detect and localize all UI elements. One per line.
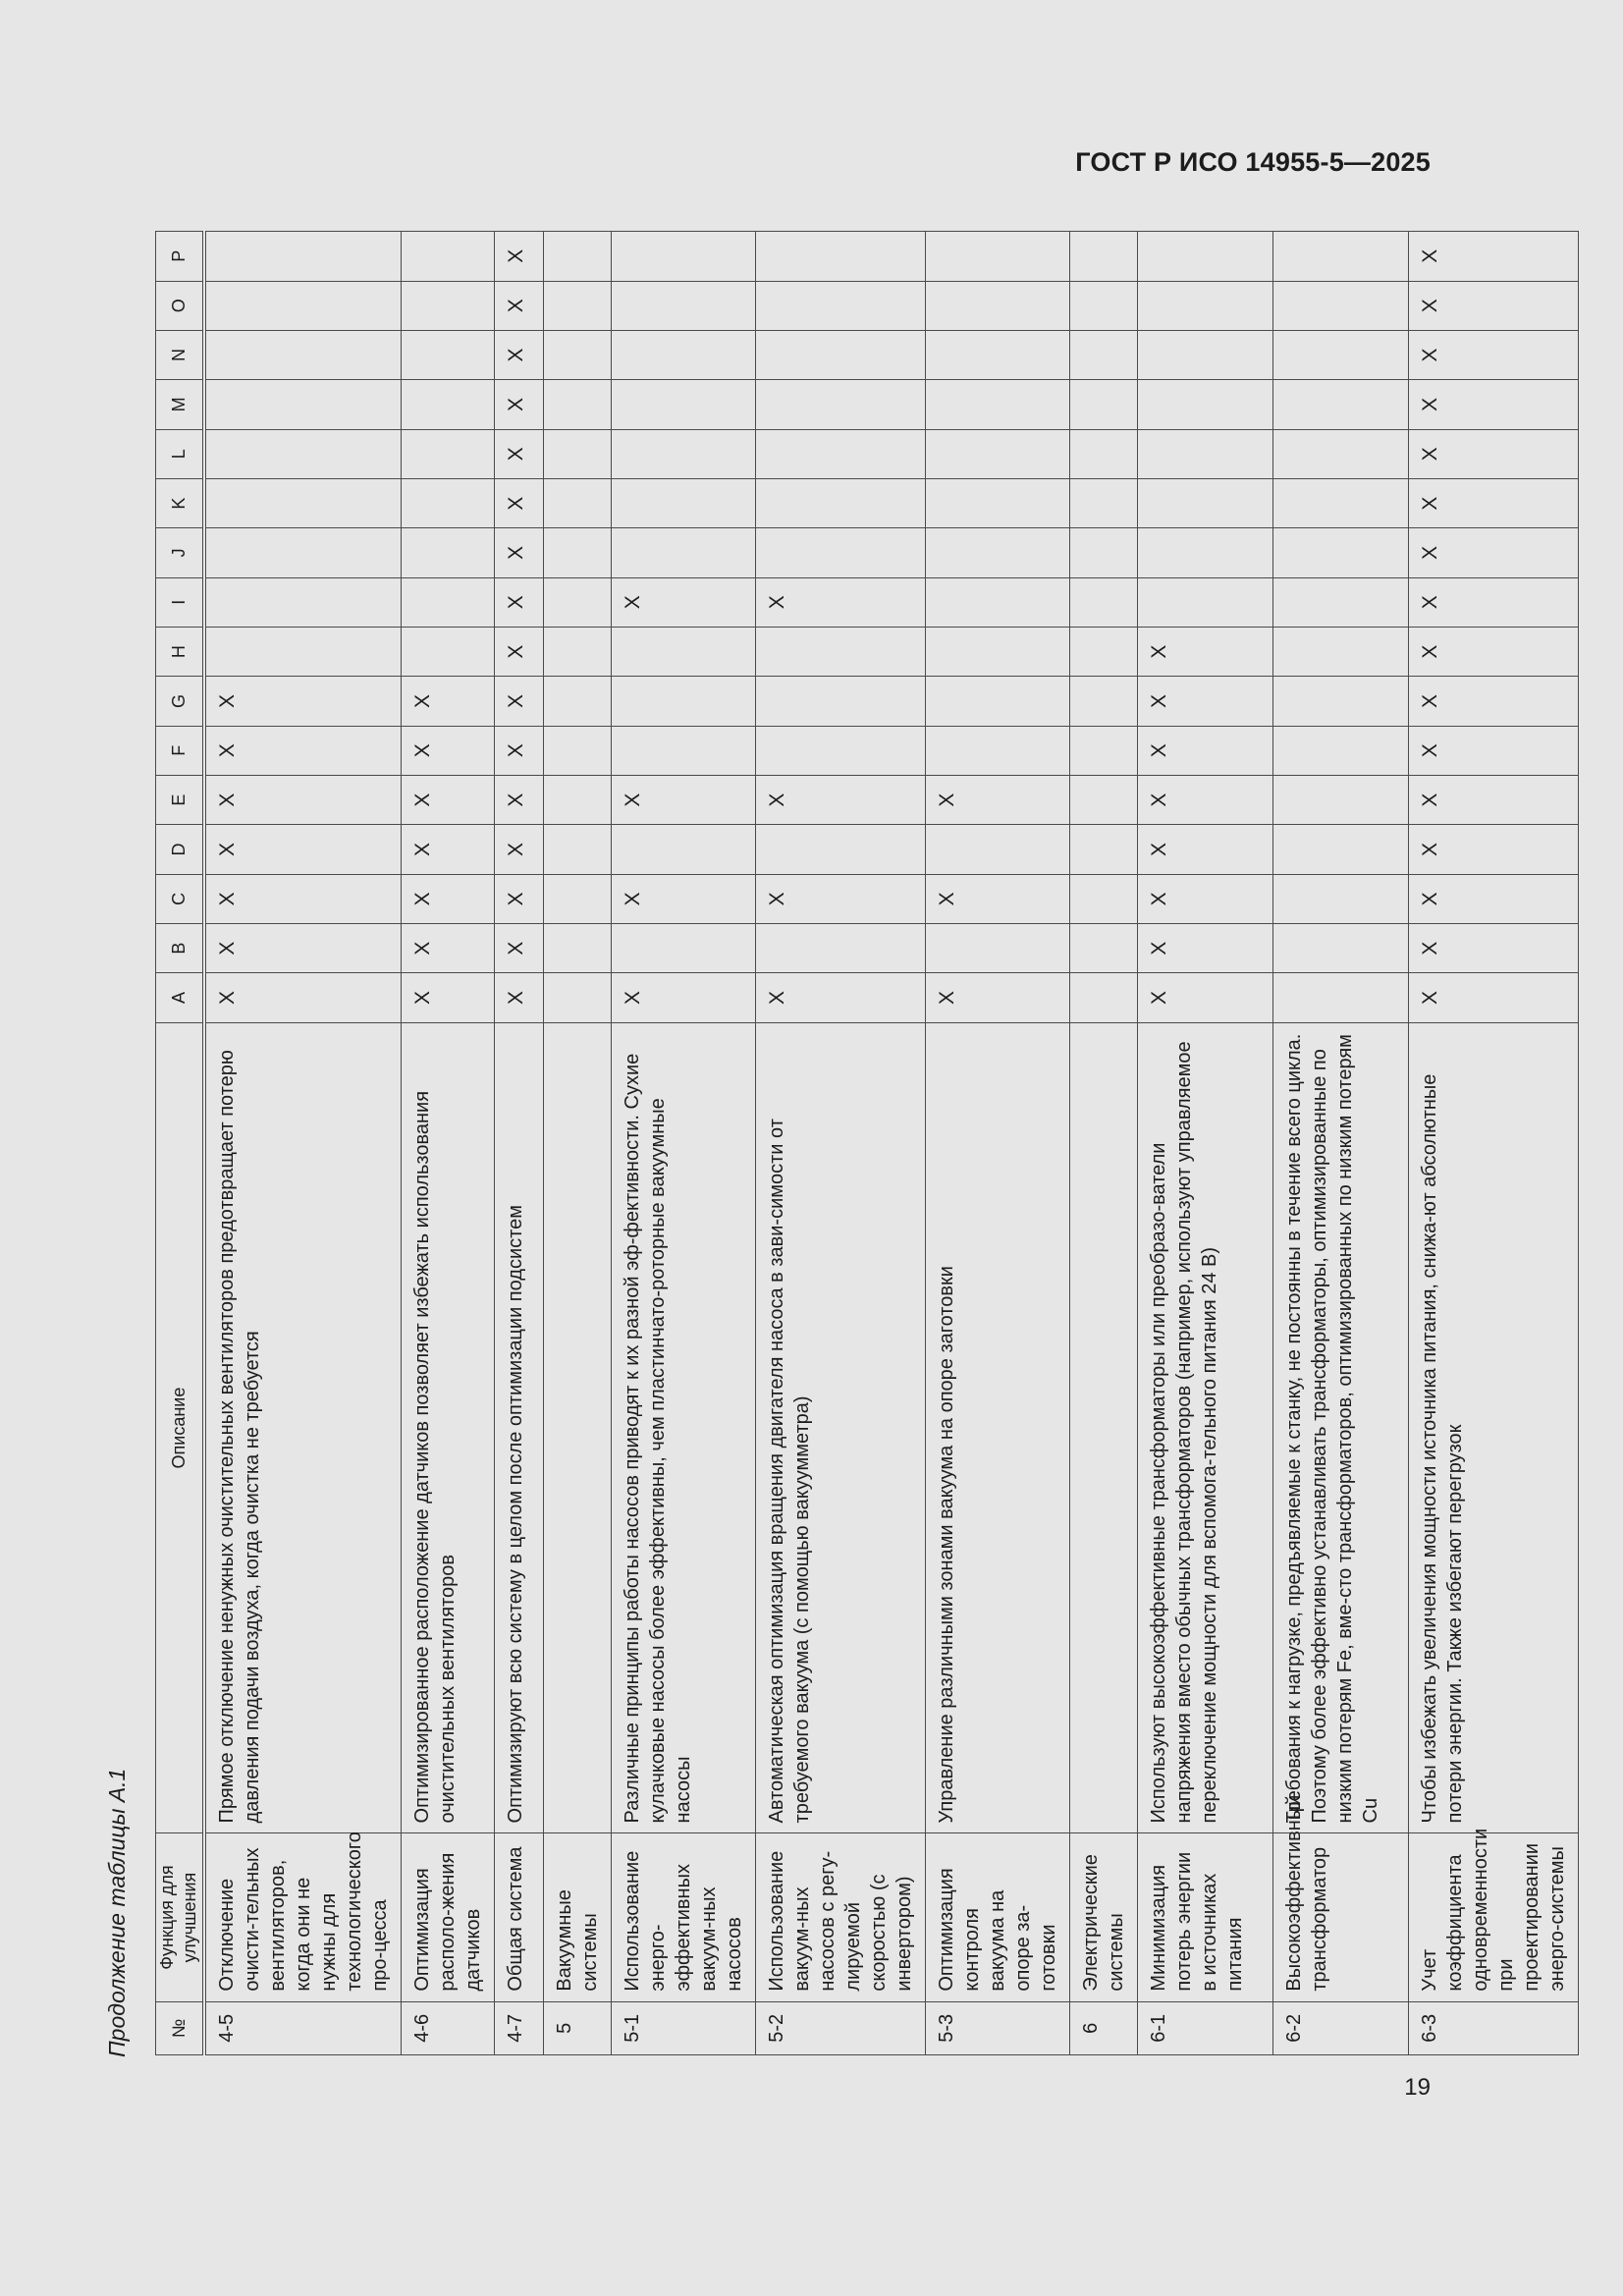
- description-cell: Чтобы избежать увеличения мощности источника питания, снижа-ют абсолютные потери энергии. Также избегают перегрузок: [1408, 1022, 1578, 1833]
- mark-cell: [401, 330, 494, 379]
- column-header-function: Функция для улучшения: [156, 1833, 204, 2001]
- function-cell: Оптимизация располо-жения датчиков: [401, 1833, 494, 2001]
- mark-cell: X: [1408, 775, 1578, 824]
- description-cell: Прямое отключение ненужных очистительных вентиляторов предотвращает потерю давления подачи воздуха, когда очистка не требуется: [204, 1022, 402, 1833]
- mark-cell: X: [1137, 923, 1272, 972]
- table-body: [204, 232, 1579, 2055]
- mark-cell: [543, 330, 611, 379]
- mark-cell: [611, 528, 755, 577]
- mark-cell: X: [401, 726, 494, 775]
- mark-cell: [1137, 281, 1272, 330]
- function-cell: Высокоэффективный трансформатор: [1272, 1833, 1408, 2001]
- mark-cell: [1272, 874, 1408, 923]
- mark-cell: [1272, 528, 1408, 577]
- column-header-description: Описание: [156, 1022, 204, 1833]
- mark-cell: X: [1137, 677, 1272, 726]
- mark-cell: X: [494, 232, 543, 282]
- mark-cell: [925, 627, 1069, 676]
- mark-cell: X: [1408, 281, 1578, 330]
- mark-cell: [611, 923, 755, 972]
- mark-cell: X: [1408, 627, 1578, 676]
- section-title: Вакуумные системы: [543, 1833, 611, 2001]
- mark-cell: X: [401, 874, 494, 923]
- mark-cell: [543, 429, 611, 478]
- mark-cell: [1069, 478, 1137, 527]
- mark-cell: [755, 677, 925, 726]
- table-row: [925, 232, 1069, 2055]
- column-header-letter: L: [156, 429, 204, 478]
- mark-cell: [755, 923, 925, 972]
- mark-cell: [611, 281, 755, 330]
- row-number: 5-3: [925, 2001, 1069, 2054]
- mark-cell: [925, 330, 1069, 379]
- function-cell: Использование вакуум-ных насосов с регу-лируемой скоростью (с инвертором): [755, 1833, 925, 2001]
- mark-cell: [925, 429, 1069, 478]
- mark-cell: [1272, 429, 1408, 478]
- mark-cell: [925, 923, 1069, 972]
- mark-cell: X: [494, 923, 543, 972]
- mark-cell: [543, 677, 611, 726]
- mark-cell: [204, 232, 402, 282]
- mark-cell: X: [494, 825, 543, 874]
- mark-cell: [543, 232, 611, 282]
- mark-cell: X: [755, 973, 925, 1022]
- mark-cell: X: [204, 825, 402, 874]
- mark-cell: X: [755, 577, 925, 627]
- mark-cell: [401, 478, 494, 527]
- mark-cell: [925, 825, 1069, 874]
- function-cell: Использование энерго-эффективных вакуум-ных насосов: [611, 1833, 755, 2001]
- mark-cell: X: [611, 577, 755, 627]
- mark-cell: [925, 380, 1069, 429]
- mark-cell: X: [1137, 874, 1272, 923]
- row-number: 6-1: [1137, 2001, 1272, 2054]
- mark-cell: X: [494, 528, 543, 577]
- mark-cell: [925, 281, 1069, 330]
- mark-cell: X: [1408, 825, 1578, 874]
- mark-cell: [204, 478, 402, 527]
- column-header-letter: H: [156, 627, 204, 676]
- mark-cell: [755, 627, 925, 676]
- mark-cell: [1272, 973, 1408, 1022]
- mark-cell: X: [494, 577, 543, 627]
- mark-cell: [543, 726, 611, 775]
- mark-cell: [1069, 429, 1137, 478]
- mark-cell: [925, 726, 1069, 775]
- mark-cell: [611, 232, 755, 282]
- mark-cell: [1272, 726, 1408, 775]
- mark-cell: X: [755, 775, 925, 824]
- mark-cell: X: [494, 627, 543, 676]
- mark-cell: X: [494, 775, 543, 824]
- mark-cell: [1272, 577, 1408, 627]
- mark-cell: X: [925, 973, 1069, 1022]
- mark-cell: [1137, 478, 1272, 527]
- description-cell: Требования к нагрузке, предъявляемые к станку, не постоянны в течение всего цикла. Поэтому более эффективно устанавливать трансформаторы, оптимизированные по низким потерям Fe, вме-сто трансформаторов, оптимизированных по низким потерям Cu: [1272, 1022, 1408, 1833]
- row-number: 4-6: [401, 2001, 494, 2054]
- function-cell: Оптимизация контроля вакуума на опоре за-готовки: [925, 1833, 1069, 2001]
- description-cell: [543, 1022, 611, 1833]
- column-header-letter: J: [156, 528, 204, 577]
- mark-cell: [755, 281, 925, 330]
- mark-cell: [204, 330, 402, 379]
- mark-cell: X: [1137, 973, 1272, 1022]
- mark-cell: X: [611, 775, 755, 824]
- column-header-letter: G: [156, 677, 204, 726]
- row-number: 6-3: [1408, 2001, 1578, 2054]
- mark-cell: X: [611, 874, 755, 923]
- mark-cell: X: [204, 775, 402, 824]
- mark-cell: X: [1408, 429, 1578, 478]
- row-number: 6-2: [1272, 2001, 1408, 2054]
- mark-cell: [1137, 380, 1272, 429]
- mark-cell: [1137, 577, 1272, 627]
- mark-cell: X: [204, 874, 402, 923]
- mark-cell: [611, 330, 755, 379]
- column-header-letter: C: [156, 874, 204, 923]
- mark-cell: [543, 825, 611, 874]
- row-number: 4-7: [494, 2001, 543, 2054]
- mark-cell: X: [1137, 825, 1272, 874]
- table-row: [1137, 232, 1272, 2055]
- description-cell: Различные принципы работы насосов приводят к их разной эф-фективности. Сухие кулачковые насосы более эффективны, чем пластинчато-роторные вакуумные насосы: [611, 1022, 755, 1833]
- table-row: [1408, 232, 1578, 2055]
- mark-cell: X: [1408, 232, 1578, 282]
- description-cell: Используют высокоэффективные трансформаторы или преобразо-ватели напряжения вместо обычных трансформаторов (например, используют управляемое переключение мощности для вспомога-тельного питания 24 В): [1137, 1022, 1272, 1833]
- row-number: 5-1: [611, 2001, 755, 2054]
- mark-cell: X: [204, 923, 402, 972]
- mark-cell: [925, 577, 1069, 627]
- table-row: [755, 232, 925, 2055]
- mark-cell: [611, 627, 755, 676]
- mark-cell: [543, 923, 611, 972]
- mark-cell: [401, 627, 494, 676]
- mark-cell: [925, 232, 1069, 282]
- column-header-letter: O: [156, 281, 204, 330]
- mark-cell: [1272, 232, 1408, 282]
- description-cell: Автоматическая оптимизация вращения двигателя насоса в зави-симости от требуемого вакуума (с помощью вакуумметра): [755, 1022, 925, 1833]
- row-number: 5: [543, 2001, 611, 2054]
- mark-cell: X: [401, 825, 494, 874]
- mark-cell: [1137, 232, 1272, 282]
- mark-cell: [611, 726, 755, 775]
- mark-cell: [611, 478, 755, 527]
- mark-cell: X: [611, 973, 755, 1022]
- mark-cell: [543, 380, 611, 429]
- mark-cell: [755, 825, 925, 874]
- row-number: 6: [1069, 2001, 1137, 2054]
- mark-cell: [1272, 825, 1408, 874]
- function-cell: Учет коэффициента одновременности при проектировании энерго-системы: [1408, 1833, 1578, 2001]
- mark-cell: [755, 330, 925, 379]
- rotated-table-container: [155, 231, 1568, 2055]
- column-header-letter: F: [156, 726, 204, 775]
- mark-cell: [1272, 281, 1408, 330]
- mark-cell: X: [494, 478, 543, 527]
- mark-cell: X: [401, 677, 494, 726]
- mark-cell: [204, 429, 402, 478]
- mark-cell: X: [401, 923, 494, 972]
- mark-cell: X: [1408, 577, 1578, 627]
- mark-cell: [1272, 775, 1408, 824]
- mark-cell: [401, 380, 494, 429]
- column-header-letter: B: [156, 923, 204, 972]
- column-header-letter: I: [156, 577, 204, 627]
- mark-cell: [1069, 528, 1137, 577]
- mark-cell: X: [1137, 775, 1272, 824]
- mark-cell: [755, 726, 925, 775]
- mark-cell: X: [401, 973, 494, 1022]
- mark-cell: X: [494, 330, 543, 379]
- mark-cell: [543, 973, 611, 1022]
- mark-cell: X: [204, 726, 402, 775]
- column-header-letter: M: [156, 380, 204, 429]
- mark-cell: [543, 478, 611, 527]
- mark-cell: [543, 281, 611, 330]
- column-header-letter: K: [156, 478, 204, 527]
- mark-cell: [543, 528, 611, 577]
- mark-cell: [1069, 577, 1137, 627]
- mark-cell: [1272, 478, 1408, 527]
- mark-cell: [1069, 281, 1137, 330]
- mark-cell: X: [494, 677, 543, 726]
- column-header-num: №: [156, 2001, 204, 2054]
- column-header-letter: D: [156, 825, 204, 874]
- mark-cell: [1137, 429, 1272, 478]
- mark-cell: [1137, 528, 1272, 577]
- table-header-row: [156, 232, 204, 2055]
- improvement-table: [155, 231, 1579, 2055]
- mark-cell: [543, 577, 611, 627]
- mark-cell: [611, 429, 755, 478]
- mark-cell: X: [204, 973, 402, 1022]
- mark-cell: [401, 232, 494, 282]
- function-cell: Общая система: [494, 1833, 543, 2001]
- mark-cell: [1069, 330, 1137, 379]
- row-number: 4-5: [204, 2001, 402, 2054]
- mark-cell: [1069, 775, 1137, 824]
- mark-cell: X: [1408, 923, 1578, 972]
- mark-cell: [1272, 330, 1408, 379]
- table-row: [494, 232, 543, 2055]
- column-header-letter: P: [156, 232, 204, 282]
- description-cell: Оптимизированное расположение датчиков позволяет избежать использования очистительных вентиляторов: [401, 1022, 494, 1833]
- mark-cell: [543, 775, 611, 824]
- mark-cell: [755, 478, 925, 527]
- mark-cell: [755, 232, 925, 282]
- mark-cell: X: [1408, 380, 1578, 429]
- mark-cell: X: [494, 281, 543, 330]
- mark-cell: [204, 577, 402, 627]
- mark-cell: [1137, 330, 1272, 379]
- table-row: [1069, 232, 1137, 2055]
- mark-cell: X: [494, 380, 543, 429]
- mark-cell: X: [1137, 726, 1272, 775]
- mark-cell: [611, 677, 755, 726]
- mark-cell: X: [494, 726, 543, 775]
- mark-cell: X: [925, 775, 1069, 824]
- page-number: 19: [1404, 2074, 1431, 2101]
- table-row: [543, 232, 611, 2055]
- mark-cell: [1272, 923, 1408, 972]
- mark-cell: X: [755, 874, 925, 923]
- mark-cell: [204, 281, 402, 330]
- column-header-letter: E: [156, 775, 204, 824]
- mark-cell: X: [1408, 478, 1578, 527]
- mark-cell: [755, 429, 925, 478]
- table-row: [401, 232, 494, 2055]
- mark-cell: [401, 528, 494, 577]
- mark-cell: [755, 528, 925, 577]
- mark-cell: X: [1408, 528, 1578, 577]
- mark-cell: X: [1408, 973, 1578, 1022]
- table-row: [611, 232, 755, 2055]
- mark-cell: X: [494, 973, 543, 1022]
- mark-cell: [1069, 923, 1137, 972]
- document-code: ГОСТ Р ИСО 14955-5—2025: [1075, 147, 1431, 177]
- mark-cell: [1069, 825, 1137, 874]
- mark-cell: [401, 577, 494, 627]
- mark-cell: X: [494, 874, 543, 923]
- mark-cell: [401, 429, 494, 478]
- mark-cell: X: [494, 429, 543, 478]
- mark-cell: X: [401, 775, 494, 824]
- mark-cell: [543, 874, 611, 923]
- mark-cell: X: [204, 677, 402, 726]
- description-cell: [1069, 1022, 1137, 1833]
- mark-cell: [1069, 677, 1137, 726]
- table-row: [204, 232, 402, 2055]
- mark-cell: [611, 825, 755, 874]
- mark-cell: [543, 627, 611, 676]
- mark-cell: [204, 380, 402, 429]
- mark-cell: [1069, 874, 1137, 923]
- mark-cell: X: [1408, 726, 1578, 775]
- mark-cell: [204, 528, 402, 577]
- mark-cell: [401, 281, 494, 330]
- mark-cell: X: [1137, 627, 1272, 676]
- mark-cell: [1069, 627, 1137, 676]
- mark-cell: [755, 380, 925, 429]
- table-row: [1272, 232, 1408, 2055]
- column-header-letter: A: [156, 973, 204, 1022]
- mark-cell: [925, 478, 1069, 527]
- mark-cell: X: [1408, 330, 1578, 379]
- mark-cell: X: [1408, 874, 1578, 923]
- mark-cell: [1069, 232, 1137, 282]
- mark-cell: [925, 528, 1069, 577]
- column-header-letter: N: [156, 330, 204, 379]
- mark-cell: [1272, 677, 1408, 726]
- mark-cell: [204, 627, 402, 676]
- mark-cell: [925, 677, 1069, 726]
- function-cell: Минимизация потерь энергии в источниках питания: [1137, 1833, 1272, 2001]
- mark-cell: [1272, 380, 1408, 429]
- mark-cell: [1069, 726, 1137, 775]
- mark-cell: X: [925, 874, 1069, 923]
- section-title: Электрические системы: [1069, 1833, 1137, 2001]
- mark-cell: [1069, 973, 1137, 1022]
- row-number: 5-2: [755, 2001, 925, 2054]
- mark-cell: [611, 380, 755, 429]
- description-cell: Оптимизируют всю систему в целом после оптимизации подсистем: [494, 1022, 543, 1833]
- mark-cell: X: [1408, 677, 1578, 726]
- mark-cell: [1069, 380, 1137, 429]
- description-cell: Управление различными зонами вакуума на опоре заготовки: [925, 1022, 1069, 1833]
- function-cell: Отключение очисти-тельных вентиляторов, когда они не нужны для технологического про-цесса: [204, 1833, 402, 2001]
- mark-cell: [1272, 627, 1408, 676]
